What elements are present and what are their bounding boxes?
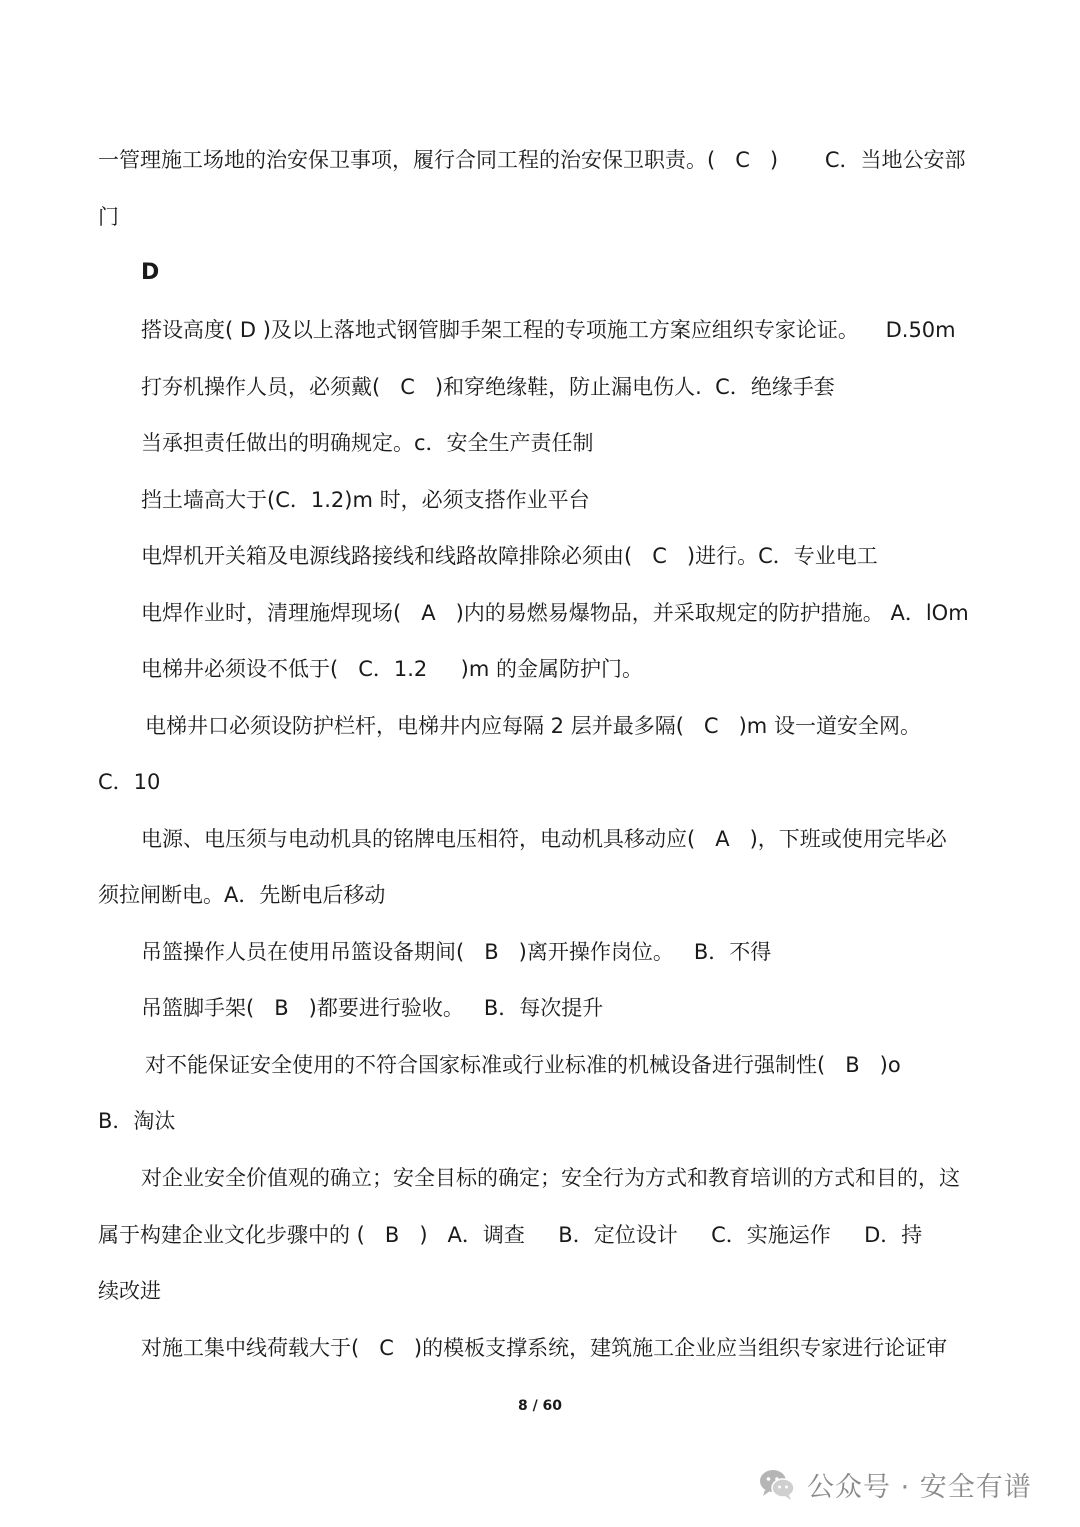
text-line: 吊篮脚手架( B )都要进行验收。 B．每次提升 xyxy=(141,996,604,1020)
text-line: 电梯井口必须设防护栏杆，电梯井内应每隔 2 层并最多隔( C )m 设一道安全网。 xyxy=(145,714,921,738)
text-line: 对企业安全价值观的确立；安全目标的确定；安全行为方式和教育培训的方式和目的，这 xyxy=(141,1166,960,1190)
text-line: B．淘汰 xyxy=(98,1109,176,1133)
text-line: 对不能保证安全使用的不符合国家标准或行业标准的机械设备进行强制性( B )o xyxy=(145,1053,901,1077)
page-number: 8 / 60 xyxy=(517,1398,563,1414)
text-line: 搭设高度( D )及以上落地式钢管脚手架工程的专项施工方案应组织专家论证。 D.50m xyxy=(141,318,956,342)
text-line: 门 xyxy=(98,205,119,229)
text-line: 吊篮操作人员在使用吊篮设备期间( B )离开操作岗位。 B．不得 xyxy=(141,940,772,964)
text-line: 属于构建企业文化步骤中的 ( B ) A．调查 B．定位设计 C．实施运作 D．持 xyxy=(98,1223,923,1247)
text-line: 电焊作业时，清理施焊现场( A )内的易燃易爆物品，并采取规定的防护措施。 A．lOm xyxy=(141,601,969,625)
text-line: 续改进 xyxy=(98,1279,161,1303)
text-line: 挡土墙高大于(C．1.2)m 时，必须支搭作业平台 xyxy=(141,488,590,512)
text-line: 须拉闸断电。A．先断电后移动 xyxy=(98,883,386,907)
text-line: 电梯井必须设不低于( C．1.2 )m 的金属防护门。 xyxy=(141,657,643,681)
text-line: 电焊机开关箱及电源线路接线和线路故障排除必须由( C )进行。C．专业电工 xyxy=(141,544,878,568)
text-line: 当承担责任做出的明确规定。c．安全生产责任制 xyxy=(141,431,594,455)
text-line: C．10 xyxy=(98,770,161,794)
text-line: 对施工集中线荷载大于( C )的模板支撑系统，建筑施工企业应当组织专家进行论证审 xyxy=(141,1336,948,1360)
text-line: 一管理施工场地的治安保卫事项，履行合同工程的治安保卫职责。( C ) C．当地公安部 xyxy=(98,148,966,172)
watermark xyxy=(757,1462,1032,1506)
watermark-text: 公众号 · 安全有谱 xyxy=(807,1471,1032,1503)
section-heading: D xyxy=(141,260,160,285)
text-line: 电源、电压须与电动机具的铭牌电压相符，电动机具移动应( A )，下班或使用完毕必 xyxy=(141,827,947,851)
wechat-icon xyxy=(757,1464,797,1504)
text-line: 打夯机操作人员，必须戴( C )和穿绝缘鞋，防止漏电伤人. C．绝缘手套 xyxy=(141,375,835,399)
